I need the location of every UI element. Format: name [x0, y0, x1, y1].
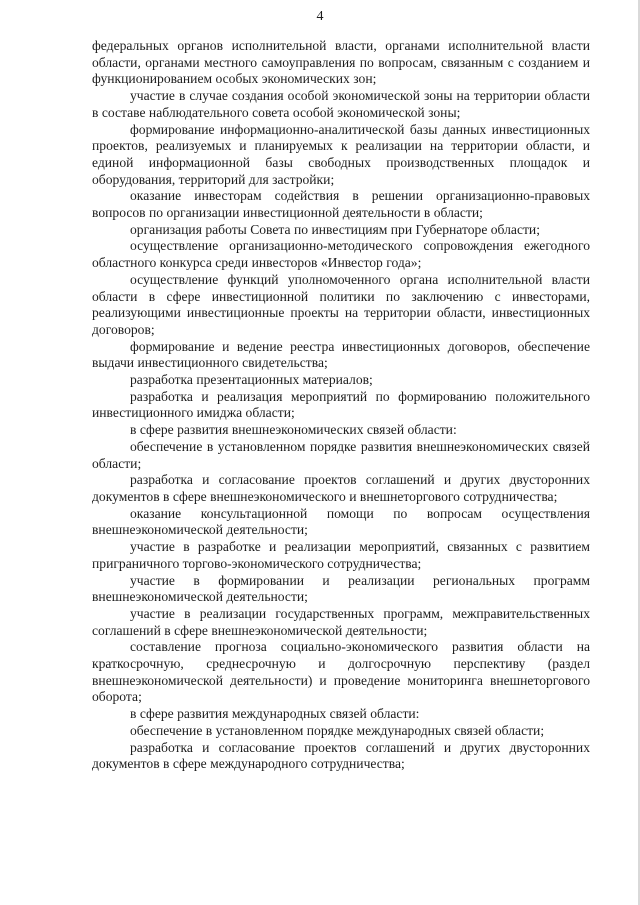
paragraph: составление прогноза социально-экономического развития области на краткосрочную, среднесрочную и долгосрочную перспективу (раздел внешнеэкономической деятельности) и проведение мониторинга внешнеторгового оборота; — [92, 639, 590, 705]
section-heading-foreign-economic: в сфере развития внешнеэкономических связей области: — [130, 422, 457, 438]
page-number: 4 — [316, 9, 324, 24]
document-body — [92, 38, 590, 773]
paragraph: участие в случае создания особой экономической зоны на территории области в составе наблюдательного совета особой экономической зоны; — [92, 88, 590, 120]
paragraph: участие в разработке и реализации мероприятий, связанных с развитием приграничного торгово-экономического сотрудничества; — [92, 539, 590, 571]
section-heading-international: в сфере развития международных связей области: — [130, 706, 420, 722]
paragraph: участие в формировании и реализации региональных программ внешнеэкономической деятельности; — [92, 572, 590, 605]
paragraph: осуществление организационно-методического сопровождения ежегодного областного конкурса среди инвесторов «Инвестор года»; — [92, 238, 590, 271]
paragraph: организация работы Совета по инвестициям при Губернаторе области; — [130, 221, 540, 237]
paragraph: обеспечение в установленном порядке развития внешнеэкономических связей области; — [92, 438, 590, 471]
paragraph: осуществление функций уполномоченного органа исполнительной власти области в сфере инвестиционной политики по заключению с инвесторами, реализующими инвестиционные проекты на территории области, инвестиционных договоров; — [92, 271, 590, 337]
paragraph: участие в реализации государственных программ, межправительственных соглашений в сфере внешнеэкономической деятельности; — [92, 605, 590, 638]
paragraph: оказание инвесторам содействия в решении организационно-правовых вопросов по организации инвестиционной деятельности в области; — [92, 188, 590, 221]
paragraph: разработка и реализация мероприятий по формированию положительного инвестиционного имиджа области; — [92, 388, 590, 421]
paragraph: разработка презентационных материалов; — [130, 372, 373, 388]
paragraph: формирование и ведение реестра инвестиционных договоров, обеспечение выдачи инвестиционного свидетельства; — [92, 338, 590, 371]
paragraph: оказание консультационной помощи по вопросам осуществления внешнеэкономической деятельности; — [92, 505, 590, 538]
paragraph-continuation: федеральных органов исполнительной власти, органами исполнительной власти области, органами местного самоуправления по вопросам, связанным с созданием и функционированием особых экономических зон; — [92, 38, 590, 87]
paragraph: разработка и согласование проектов соглашений и других двусторонних документов в сфере международного сотрудничества; — [92, 739, 590, 772]
paragraph: разработка и согласование проектов соглашений и других двусторонних документов в сфере внешнеэкономического и внешнеторгового сотрудничества; — [92, 472, 590, 504]
paragraph: формирование информационно-аналитической базы данных инвестиционных проектов, реализуемых и планируемых к реализации на территории области, и единой информационной базы свободных производственных площадок и оборудования, территорий для застройки; — [92, 121, 590, 187]
paragraph: обеспечение в установленном порядке международных связей области; — [130, 722, 545, 738]
